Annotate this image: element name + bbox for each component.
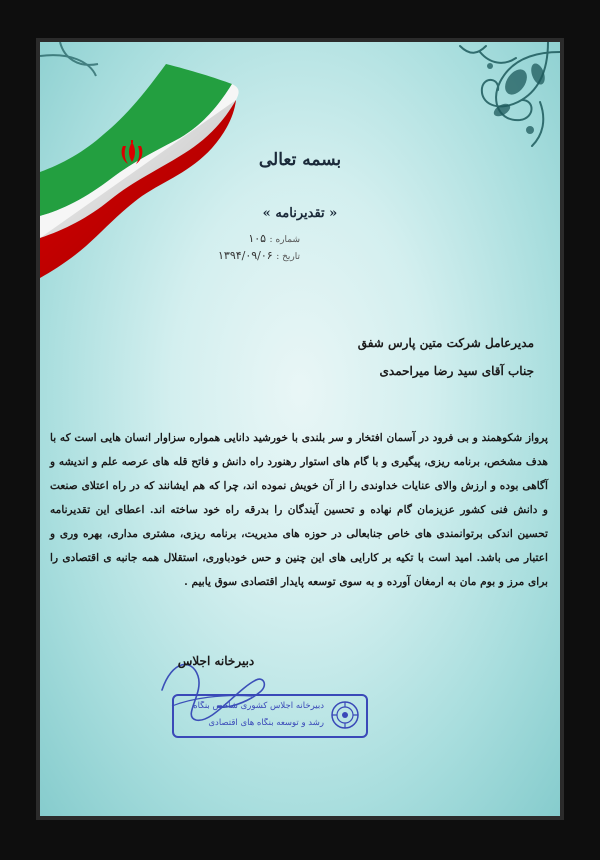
certificate-title: « تقدیرنامه »: [262, 206, 338, 221]
recipient-company: مدیرعامل شرکت متین پارس شفق: [357, 336, 534, 350]
number-value: ۱۰۵: [248, 232, 267, 245]
stamp-text-line2: رشد و توسعه بنگاه های اقتصادی: [208, 718, 324, 728]
number-label: شماره :: [269, 235, 300, 245]
recipient-block: [114, 336, 534, 392]
date-label: تاریخ :: [276, 252, 300, 262]
date-row: [140, 249, 300, 262]
stamp-text-line1: دبیرخانه اجلاس کشوری شاخص بنگاه: [193, 701, 324, 711]
signature-label: دبیرخانه اجلاس: [177, 654, 255, 668]
certificate-sheet: [40, 42, 560, 816]
certificate-body: پرواز شکوهمند و بی فرود در آسمان افتخار و سر بلندی با خورشید دانایی همواره سزاوار انسان هایی است که با هدف مشخص، برنامه ریزی، پیگیری و با گام های استوار رهنورد راه دانش و فاتح قله های عرصه علم و اندیشه و آگاهی بوده و ارزش والای عنایات خداوندی را از آن خویش نموده اند، چرا که هم ایشانند که در راه اعتلای صنعت و دانش فنی کشور عزیزمان گام نهاده و تحسین آیندگان را بدرقه راه خود ساخته اند. اعطای این تقدیرنامه تحسین اندکی برتوانمندی های خاص جنابعالی در حوزه های مدیریت، برنامه ریزی، مشتری مداری، بهره وری و اعتبار می باشد. امید است با تکیه بر کارایی های این چنین و حس خودباوری، استقلال همه جانبه ی اقتصادی را برای مرز و بوم مان به ارمغان آورده و به سوی توسعه پایدار اقتصادی سوق یابیم .: [50, 432, 548, 588]
floral-ornament-top-right-icon: [420, 42, 560, 162]
recipient-name: جناب آقای سید رضا میراحمدی: [379, 364, 534, 378]
date-value: ۱۳۹۴/۰۹/۰۶: [218, 249, 273, 262]
stamp-emblem-icon: [330, 700, 360, 730]
certificate-heading: بسمه تعالی: [258, 150, 342, 170]
official-stamp: [172, 694, 368, 738]
number-row: [140, 232, 300, 245]
certificate-meta: [140, 232, 300, 266]
